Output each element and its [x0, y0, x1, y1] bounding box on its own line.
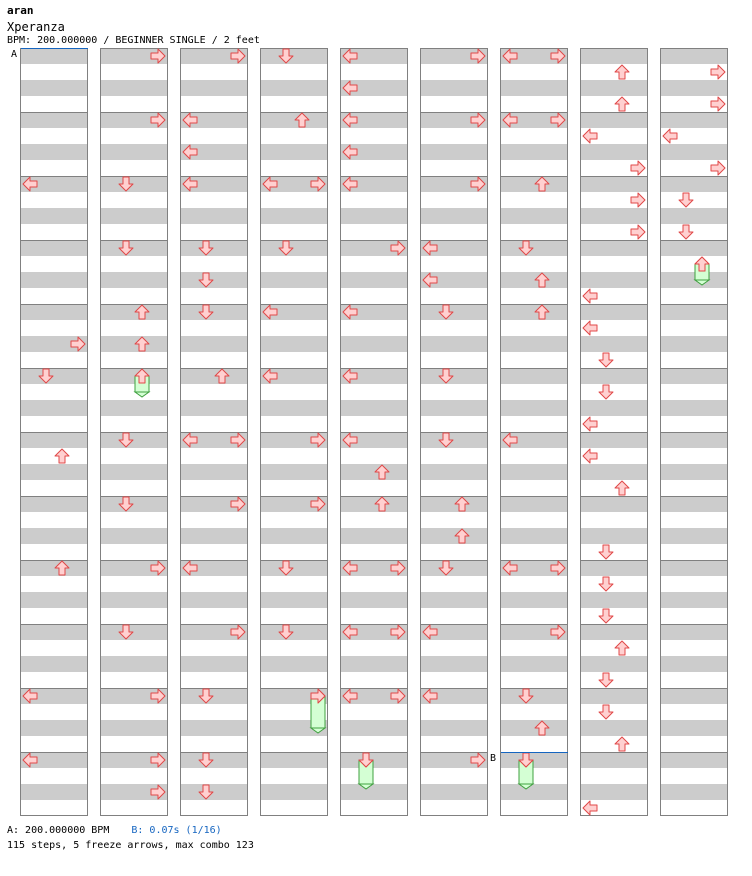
- beat-stripe: [20, 432, 88, 448]
- beat-stripe: [660, 688, 728, 704]
- beat-stripe: [180, 400, 248, 416]
- artist-name: aran: [7, 4, 34, 17]
- beat-stripe: [580, 528, 648, 544]
- left-arrow-icon: [583, 289, 597, 303]
- beat-stripe: [100, 528, 168, 544]
- down-arrow-icon: [599, 577, 613, 591]
- beat-stripe: [500, 528, 568, 544]
- beat-stripe: [580, 368, 648, 384]
- beat-stripe: [180, 304, 248, 320]
- left-arrow-icon: [583, 801, 597, 815]
- beat-stripe: [260, 336, 328, 352]
- beat-stripe: [20, 240, 88, 256]
- beat-stripe: [500, 720, 568, 736]
- beat-stripe: [340, 720, 408, 736]
- beat-stripe: [420, 592, 488, 608]
- beat-stripe: [420, 464, 488, 480]
- beat-stripe: [500, 176, 568, 192]
- bpm-a: A: 200.000000 BPM: [7, 825, 110, 836]
- beat-stripe: [100, 624, 168, 640]
- beat-stripe: [660, 144, 728, 160]
- beat-stripe: [660, 272, 728, 288]
- beat-stripe: [500, 464, 568, 480]
- beat-stripe: [180, 720, 248, 736]
- beat-stripe: [180, 656, 248, 672]
- beat-stripe: [420, 528, 488, 544]
- beat-stripe: [180, 272, 248, 288]
- left-arrow-icon: [583, 321, 597, 335]
- beat-stripe: [500, 272, 568, 288]
- up-arrow-icon: [615, 641, 629, 655]
- beat-stripe: [340, 752, 408, 768]
- beat-stripe: [500, 240, 568, 256]
- beat-stripe: [20, 112, 88, 128]
- beat-stripe: [260, 80, 328, 96]
- beat-stripe: [20, 784, 88, 800]
- beat-stripe: [500, 592, 568, 608]
- chart-column: [180, 48, 248, 816]
- beat-stripe: [260, 464, 328, 480]
- beat-stripe: [20, 368, 88, 384]
- beat-stripe: [500, 400, 568, 416]
- beat-stripe: [500, 656, 568, 672]
- beat-stripe: [580, 560, 648, 576]
- beat-stripe: [20, 144, 88, 160]
- beat-stripe: [20, 624, 88, 640]
- beat-stripe: [100, 592, 168, 608]
- beat-stripe: [660, 208, 728, 224]
- beat-stripe: [580, 432, 648, 448]
- beat-stripe: [420, 432, 488, 448]
- right-arrow-icon: [631, 193, 645, 207]
- beat-stripe: [420, 304, 488, 320]
- beat-stripe: [340, 336, 408, 352]
- beat-stripe: [660, 496, 728, 512]
- beat-stripe: [580, 592, 648, 608]
- up-arrow-icon: [615, 97, 629, 111]
- beat-stripe: [340, 528, 408, 544]
- up-arrow-icon: [615, 481, 629, 495]
- beat-stripe: [100, 496, 168, 512]
- beat-stripe: [260, 144, 328, 160]
- beat-stripe: [260, 272, 328, 288]
- beat-stripe: [20, 80, 88, 96]
- beat-stripe: [580, 336, 648, 352]
- beat-stripe: [180, 368, 248, 384]
- beat-stripe: [420, 208, 488, 224]
- beat-stripe: [580, 240, 648, 256]
- beat-stripe: [660, 368, 728, 384]
- up-arrow-icon: [615, 65, 629, 79]
- beat-stripe: [340, 496, 408, 512]
- left-arrow-icon: [583, 129, 597, 143]
- beat-stripe: [580, 464, 648, 480]
- beat-stripe: [580, 688, 648, 704]
- beat-stripe: [260, 752, 328, 768]
- beat-stripe: [260, 656, 328, 672]
- beat-stripe: [580, 720, 648, 736]
- beat-stripe: [180, 784, 248, 800]
- beat-stripe: [580, 208, 648, 224]
- beat-stripe: [260, 560, 328, 576]
- beat-stripe: [660, 304, 728, 320]
- beat-stripe: [580, 656, 648, 672]
- beat-stripe: [20, 304, 88, 320]
- beat-stripe: [420, 80, 488, 96]
- up-arrow-icon: [55, 449, 69, 463]
- beat-stripe: [660, 528, 728, 544]
- beat-stripe: [420, 336, 488, 352]
- beat-stripe: [660, 784, 728, 800]
- beat-stripe: [660, 432, 728, 448]
- beat-stripe: [660, 400, 728, 416]
- beat-stripe: [340, 464, 408, 480]
- down-arrow-icon: [599, 609, 613, 623]
- beat-stripe: [500, 784, 568, 800]
- right-arrow-icon: [631, 225, 645, 239]
- beat-stripe: [660, 336, 728, 352]
- beat-stripe: [20, 528, 88, 544]
- beat-stripe: [420, 368, 488, 384]
- beat-stripe: [180, 336, 248, 352]
- beat-stripe: [580, 144, 648, 160]
- beat-stripe: [100, 432, 168, 448]
- down-arrow-icon: [599, 385, 613, 399]
- beat-stripe: [20, 48, 88, 64]
- beat-stripe: [580, 112, 648, 128]
- beat-stripe: [100, 304, 168, 320]
- beat-stripe: [660, 80, 728, 96]
- beat-stripe: [20, 720, 88, 736]
- footer-steps: 115 steps, 5 freeze arrows, max combo 123: [7, 840, 254, 851]
- beat-stripe: [660, 464, 728, 480]
- beat-stripe: [100, 368, 168, 384]
- beat-stripe: [660, 752, 728, 768]
- beat-stripe: [20, 496, 88, 512]
- beat-stripe: [20, 464, 88, 480]
- chart-grid: [20, 48, 728, 816]
- beat-stripe: [20, 400, 88, 416]
- down-arrow-icon: [599, 705, 613, 719]
- beat-stripe: [420, 496, 488, 512]
- beat-stripe: [660, 560, 728, 576]
- beat-stripe: [180, 592, 248, 608]
- beat-stripe: [580, 48, 648, 64]
- beat-stripe: [100, 80, 168, 96]
- beat-stripe: [500, 368, 568, 384]
- beat-stripe: [100, 176, 168, 192]
- beat-stripe: [100, 400, 168, 416]
- beat-stripe: [100, 336, 168, 352]
- beat-stripe: [180, 208, 248, 224]
- footer-bpm: [7, 825, 222, 836]
- beat-stripe: [260, 240, 328, 256]
- beat-stripe: [260, 112, 328, 128]
- beat-stripe: [100, 208, 168, 224]
- beat-stripe: [340, 784, 408, 800]
- beat-stripe: [660, 240, 728, 256]
- beat-stripe: [580, 400, 648, 416]
- beat-stripe: [180, 752, 248, 768]
- beat-stripe: [500, 304, 568, 320]
- beat-stripe: [660, 592, 728, 608]
- beat-stripe: [660, 656, 728, 672]
- beat-stripe: [420, 560, 488, 576]
- beat-stripe: [420, 144, 488, 160]
- beat-stripe: [180, 240, 248, 256]
- beat-stripe: [180, 464, 248, 480]
- beat-stripe: [660, 176, 728, 192]
- left-arrow-icon: [583, 417, 597, 431]
- down-arrow-icon: [679, 193, 693, 207]
- right-arrow-icon: [631, 161, 645, 175]
- beat-stripe: [580, 80, 648, 96]
- beat-stripe: [420, 656, 488, 672]
- right-arrow-icon: [711, 97, 725, 111]
- marker-a-label: A: [11, 49, 18, 60]
- beat-stripe: [580, 752, 648, 768]
- beat-stripe: [260, 400, 328, 416]
- beat-stripe: [500, 208, 568, 224]
- down-arrow-icon: [599, 673, 613, 687]
- down-arrow-icon: [599, 353, 613, 367]
- marker-b-label: B: [490, 753, 497, 764]
- freeze-tail: [135, 392, 149, 397]
- beat-stripe: [580, 496, 648, 512]
- beat-stripe: [180, 688, 248, 704]
- down-arrow-icon: [679, 225, 693, 239]
- beat-stripe: [100, 240, 168, 256]
- song-title: Xperanza: [7, 20, 65, 34]
- beat-stripe: [420, 720, 488, 736]
- beat-stripe: [340, 400, 408, 416]
- beat-stripe: [660, 48, 728, 64]
- beat-stripe: [580, 304, 648, 320]
- beat-stripe: [500, 752, 568, 768]
- beat-stripe: [340, 272, 408, 288]
- beat-stripe: [100, 272, 168, 288]
- beat-stripe: [260, 624, 328, 640]
- beat-stripe: [180, 528, 248, 544]
- beat-stripe: [20, 656, 88, 672]
- beat-stripe: [500, 496, 568, 512]
- beat-stripe: [580, 176, 648, 192]
- beat-stripe: [420, 400, 488, 416]
- beat-stripe: [20, 592, 88, 608]
- beat-stripe: [500, 80, 568, 96]
- beat-stripe: [340, 592, 408, 608]
- beat-stripe: [260, 48, 328, 64]
- beat-stripe: [180, 80, 248, 96]
- left-arrow-icon: [663, 129, 677, 143]
- beat-stripe: [20, 272, 88, 288]
- beat-stripe: [20, 208, 88, 224]
- beat-stripe: [100, 720, 168, 736]
- beat-stripe: [420, 784, 488, 800]
- beat-stripe: [100, 464, 168, 480]
- beat-stripe: [580, 272, 648, 288]
- right-arrow-icon: [711, 161, 725, 175]
- beat-stripe: [500, 144, 568, 160]
- beat-stripe: [260, 592, 328, 608]
- right-arrow-icon: [711, 65, 725, 79]
- beat-stripe: [100, 656, 168, 672]
- bpm-b: B: 0.07s (1/16): [131, 825, 222, 836]
- chart-column: [500, 48, 568, 816]
- up-arrow-icon: [615, 737, 629, 751]
- beat-stripe: [580, 624, 648, 640]
- chart-info: BPM: 200.000000 / BEGINNER SINGLE / 2 feet: [7, 35, 260, 46]
- beat-stripe: [580, 784, 648, 800]
- beat-stripe: [660, 720, 728, 736]
- beat-stripe: [340, 208, 408, 224]
- beat-stripe: [260, 208, 328, 224]
- beat-stripe: [260, 528, 328, 544]
- beat-stripe: [500, 688, 568, 704]
- down-arrow-icon: [599, 545, 613, 559]
- beat-stripe: [20, 560, 88, 576]
- beat-stripe: [100, 144, 168, 160]
- beat-stripe: [500, 336, 568, 352]
- beat-stripe: [660, 624, 728, 640]
- beat-stripe: [340, 656, 408, 672]
- beat-stripe: [260, 784, 328, 800]
- beat-stripe: [660, 112, 728, 128]
- left-arrow-icon: [583, 449, 597, 463]
